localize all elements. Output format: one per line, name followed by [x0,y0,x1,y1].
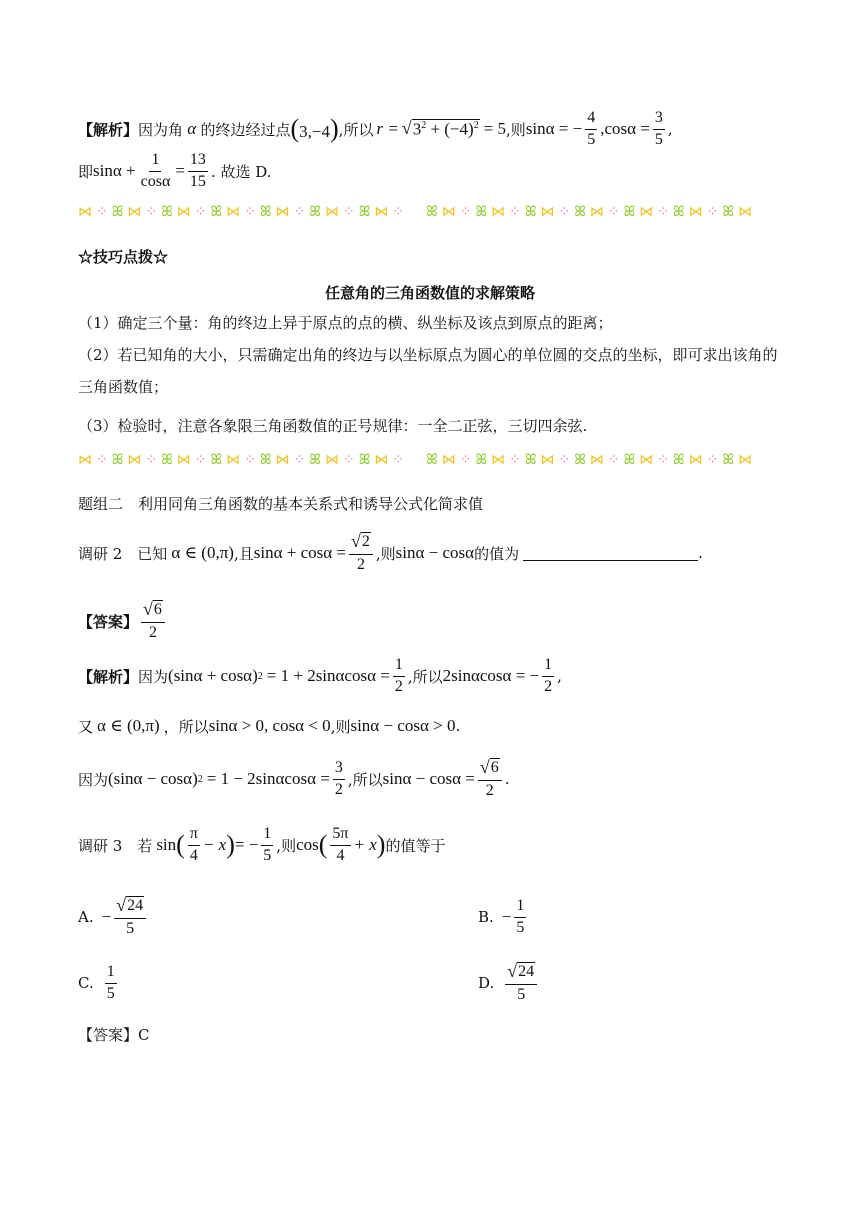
cos-expression: ,cosα = [600,119,650,138]
dots-icon: ⁘ [244,452,256,468]
fraction: $\frac{1}{2}$ [394,655,403,695]
sin-expression: sinα = − [525,119,583,138]
bow-icon: ⋈ [639,452,654,468]
sqrt-expression: √ $3^2 + (-4)^2$ [401,117,479,139]
analysis-label: 【解析】 [78,667,139,686]
text: ，所以 [163,717,209,736]
equals: = − [234,835,259,854]
expression: − x [202,835,227,854]
bow-icon: ⋈ [78,204,92,220]
sum-expression: sinα + cosα = [253,543,346,562]
text: , [667,120,673,138]
butterfly-icon: ꕤ [161,204,173,220]
option-a[interactable] [78,892,149,942]
bow-icon: ⋈ [441,452,456,468]
option-label: A. [78,908,94,926]
question-label: 调研 3 若 [78,836,153,855]
fraction: $\frac{5\pi}{4}$ [332,824,349,864]
decorative-divider [78,448,778,472]
text: 因为角 [138,120,184,139]
analysis-2-line-3: 因为 (sinα − cosα) 2 = 1 − 2sinαcosα = $\frac{3}{2}$ ,所以 sinα − cosα = √ 6 2 . [78,757,510,799]
cos-function: cos [296,835,319,854]
butterfly-icon: ꕤ [309,452,321,468]
answer-3: 【答案】C [78,1026,150,1044]
dots-icon: ⁘ [607,204,620,220]
fraction: $\frac{13}{15}$ [189,150,206,190]
expression: sinα − cosα > 0 [350,716,456,735]
dots-icon: ⁘ [392,204,405,220]
butterfly-icon: ꕤ [475,204,488,220]
question-label: 调研 2 已知 [78,544,168,563]
dots-icon: ⁘ [293,204,306,220]
text: ,则 [276,836,297,855]
text: . [455,717,461,735]
butterfly-icon: ꕤ [210,204,223,220]
text: 的值为 [474,544,520,563]
tips-point-2-cont: 三角函数值； [78,378,169,396]
dots-icon: ⁘ [342,452,355,468]
fraction: $\frac{3}{5}$ [654,108,663,148]
bow-icon: ⋈ [226,204,241,220]
dots-icon: ⁘ [342,204,355,220]
butterfly-icon: ꕤ [673,452,685,468]
butterfly-icon: ꕤ [524,452,537,468]
dots-icon: ⁘ [459,452,472,468]
expression: = 1 − 2sinαcosα = [206,769,330,788]
condition: α ∈ (0,π) [171,543,234,562]
text: . 故选 D. [210,162,272,181]
paren: ( [176,830,185,859]
answer-2 [78,598,168,644]
butterfly-icon: ꕤ [426,204,438,220]
point-expression: (3,−4) [290,114,339,143]
question-3 [78,820,445,870]
bow-icon: ⋈ [127,204,142,220]
butterfly-icon: ꕤ [111,204,124,220]
bow-icon: ⋈ [127,452,142,468]
expression: (sinα + cosα) [168,666,258,685]
bow-icon: ⋈ [688,452,703,468]
bow-icon: ⋈ [78,452,92,468]
bow-icon: ⋈ [176,452,191,468]
text: 的终边经过点 [200,120,291,139]
sign: − [501,907,512,926]
butterfly-icon: ꕤ [309,204,321,220]
answer-label: 【答案】 [78,612,139,631]
bow-icon: ⋈ [639,204,654,220]
fraction: $\frac{1}{\cos\alpha}$ [140,150,171,190]
text: ,则 [506,120,526,139]
text: 又 [78,717,94,736]
dots-icon: ⁘ [558,452,571,468]
bow-icon: ⋈ [176,204,191,220]
dots-icon: ⁘ [293,452,306,468]
option-label: C. [78,974,94,992]
butterfly-icon: ꕤ [722,204,735,220]
option-label: D. [478,974,495,992]
equals: = [175,161,185,180]
expression: sinα > 0, cosα < 0 [208,716,331,735]
expression: = 1 + 2sinαcosα = [266,666,390,685]
bow-icon: ⋈ [324,452,339,468]
dots-icon: ⁘ [96,452,108,468]
option-d[interactable] [478,958,540,1008]
diff-expression: sinα − cosα [395,543,475,562]
fraction: √ 24 5 [505,962,537,1004]
bow-icon: ⋈ [275,452,290,468]
dots-icon: ⁘ [194,204,207,220]
analysis-2-line-2 [78,712,460,740]
bow-icon: ⋈ [441,204,456,220]
dots-icon: ⁘ [145,204,158,220]
text: . [698,544,703,562]
dots-icon: ⁘ [558,204,571,220]
paren: ) [376,830,386,859]
bow-icon: ⋈ [540,204,555,220]
text: 因为 [78,770,109,789]
butterfly-icon: ꕤ [358,204,371,220]
bow-icon: ⋈ [738,452,753,468]
tips-heading: ☆技巧点拨☆ [78,248,169,266]
butterfly-icon: ꕤ [623,204,636,220]
analysis-line-2 [78,152,272,190]
question-2 [78,530,703,576]
decorative-divider [78,200,778,224]
fraction: $\frac{3}{2}$ [334,758,343,798]
fraction: $\frac{1}{5}$ [263,824,272,864]
text: ,所以 [347,770,383,789]
dots-icon: ⁘ [607,452,620,468]
tips-point-2: （2）若已知角的大小，只需确定出角的终边与以坐标原点为圆心的单位圆的交点的坐标，即可求出该角的 [78,346,778,364]
text: ,且 [233,544,254,563]
bow-icon: ⋈ [688,204,703,220]
text: 即 [78,162,94,181]
analysis-line-1 [78,110,673,148]
dots-icon: ⁘ [459,204,472,220]
dots-icon: ⁘ [657,452,670,468]
fraction: √ 24 5 [114,896,146,938]
dots-icon: ⁘ [706,204,719,220]
butterfly-icon: ꕤ [259,204,272,220]
dots-icon: ⁘ [244,204,256,220]
butterfly-icon: ꕤ [210,452,223,468]
butterfly-icon: ꕤ [259,452,272,468]
fraction: $\frac{1}{5}$ [106,962,115,1002]
tips-title: 任意角的三角函数值的求解策略 [324,284,535,302]
bow-icon: ⋈ [540,452,555,468]
fraction: √ 6 2 [478,758,502,800]
bow-icon: ⋈ [374,204,389,220]
butterfly-icon: ꕤ [722,452,735,468]
expression: 2sinαcosα = − [442,666,540,685]
text: , [557,667,562,685]
bow-icon: ⋈ [226,452,241,468]
tips-point-3: （3）检验时，注意各象限三角函数值的正号规律：一全二正弦，三切四余弦. [78,417,588,435]
dots-icon: ⁘ [657,204,670,220]
text: ,则 [375,544,396,563]
dots-icon: ⁘ [509,204,521,220]
sin-expression: sinα + [93,161,136,180]
bow-icon: ⋈ [491,204,506,220]
butterfly-icon: ꕤ [524,204,537,220]
text: 的值等于 [385,836,446,855]
bow-icon: ⋈ [589,452,604,468]
paren: ( [318,830,328,859]
butterfly-icon: ꕤ [111,452,124,468]
butterfly-icon: ꕤ [673,204,685,220]
answer-blank[interactable] [523,546,698,561]
bow-icon: ⋈ [738,204,753,220]
butterfly-icon: ꕤ [358,452,371,468]
dots-icon: ⁘ [706,452,719,468]
expression: + x [353,835,377,854]
fraction: $\frac{4}{5}$ [587,108,596,148]
paren: ) [226,830,235,859]
option-b[interactable] [478,892,529,942]
fraction: $\frac{\pi}{4}$ [189,824,198,864]
dots-icon: ⁘ [96,204,108,220]
bow-icon: ⋈ [324,204,339,220]
option-label: B. [478,908,494,926]
butterfly-icon: ꕤ [574,452,586,468]
group-title: 题组二 利用同角三角函数的基本关系式和诱导公式化简求值 [78,495,484,513]
butterfly-icon: ꕤ [426,452,438,468]
text: ,则 [330,717,351,736]
fraction: $\frac{1}{2}$ [544,655,553,695]
sin-function: sin [156,835,177,854]
analysis-label: 【解析】 [78,120,139,139]
dots-icon: ⁘ [194,452,207,468]
bow-icon: ⋈ [374,452,389,468]
bow-icon: ⋈ [275,204,290,220]
text: . [504,770,510,788]
butterfly-icon: ꕤ [161,452,173,468]
r-expression: r = [376,119,399,138]
expression: sinα − cosα = [382,769,475,788]
butterfly-icon: ꕤ [574,204,586,220]
dots-icon: ⁘ [145,452,158,468]
text: 因为 [138,667,169,686]
option-c[interactable] [78,958,120,1008]
dots-icon: ⁘ [509,452,521,468]
dots-icon: ⁘ [392,452,405,468]
alpha-symbol: α [183,119,201,138]
butterfly-icon: ꕤ [475,452,488,468]
text: ,所以 [338,120,374,139]
text: ,所以 [407,667,443,686]
butterfly-icon: ꕤ [623,452,636,468]
expression: α ∈ (0,π) [97,716,160,735]
analysis-2-line-1: 【解析】 因为 (sinα + cosα) 2 = 1 + 2sinαcosα = $\frac{1}{2}$ ,所以 2sinαcosα = − $\frac{1}{2}$ , [78,655,562,695]
tips-point-1: （1）确定三个量：角的终边上异于原点的点的横、纵坐标及该点到原点的距离； [78,314,613,332]
equals-five: = 5 [483,119,507,138]
fraction: √ 2 2 [349,532,373,574]
expression: (sinα − cosα) [108,769,198,788]
bow-icon: ⋈ [491,452,506,468]
fraction: $\frac{1}{5}$ [516,896,525,936]
fraction: √ 6 2 [141,600,165,642]
bow-icon: ⋈ [589,204,604,220]
sign: − [101,907,112,926]
